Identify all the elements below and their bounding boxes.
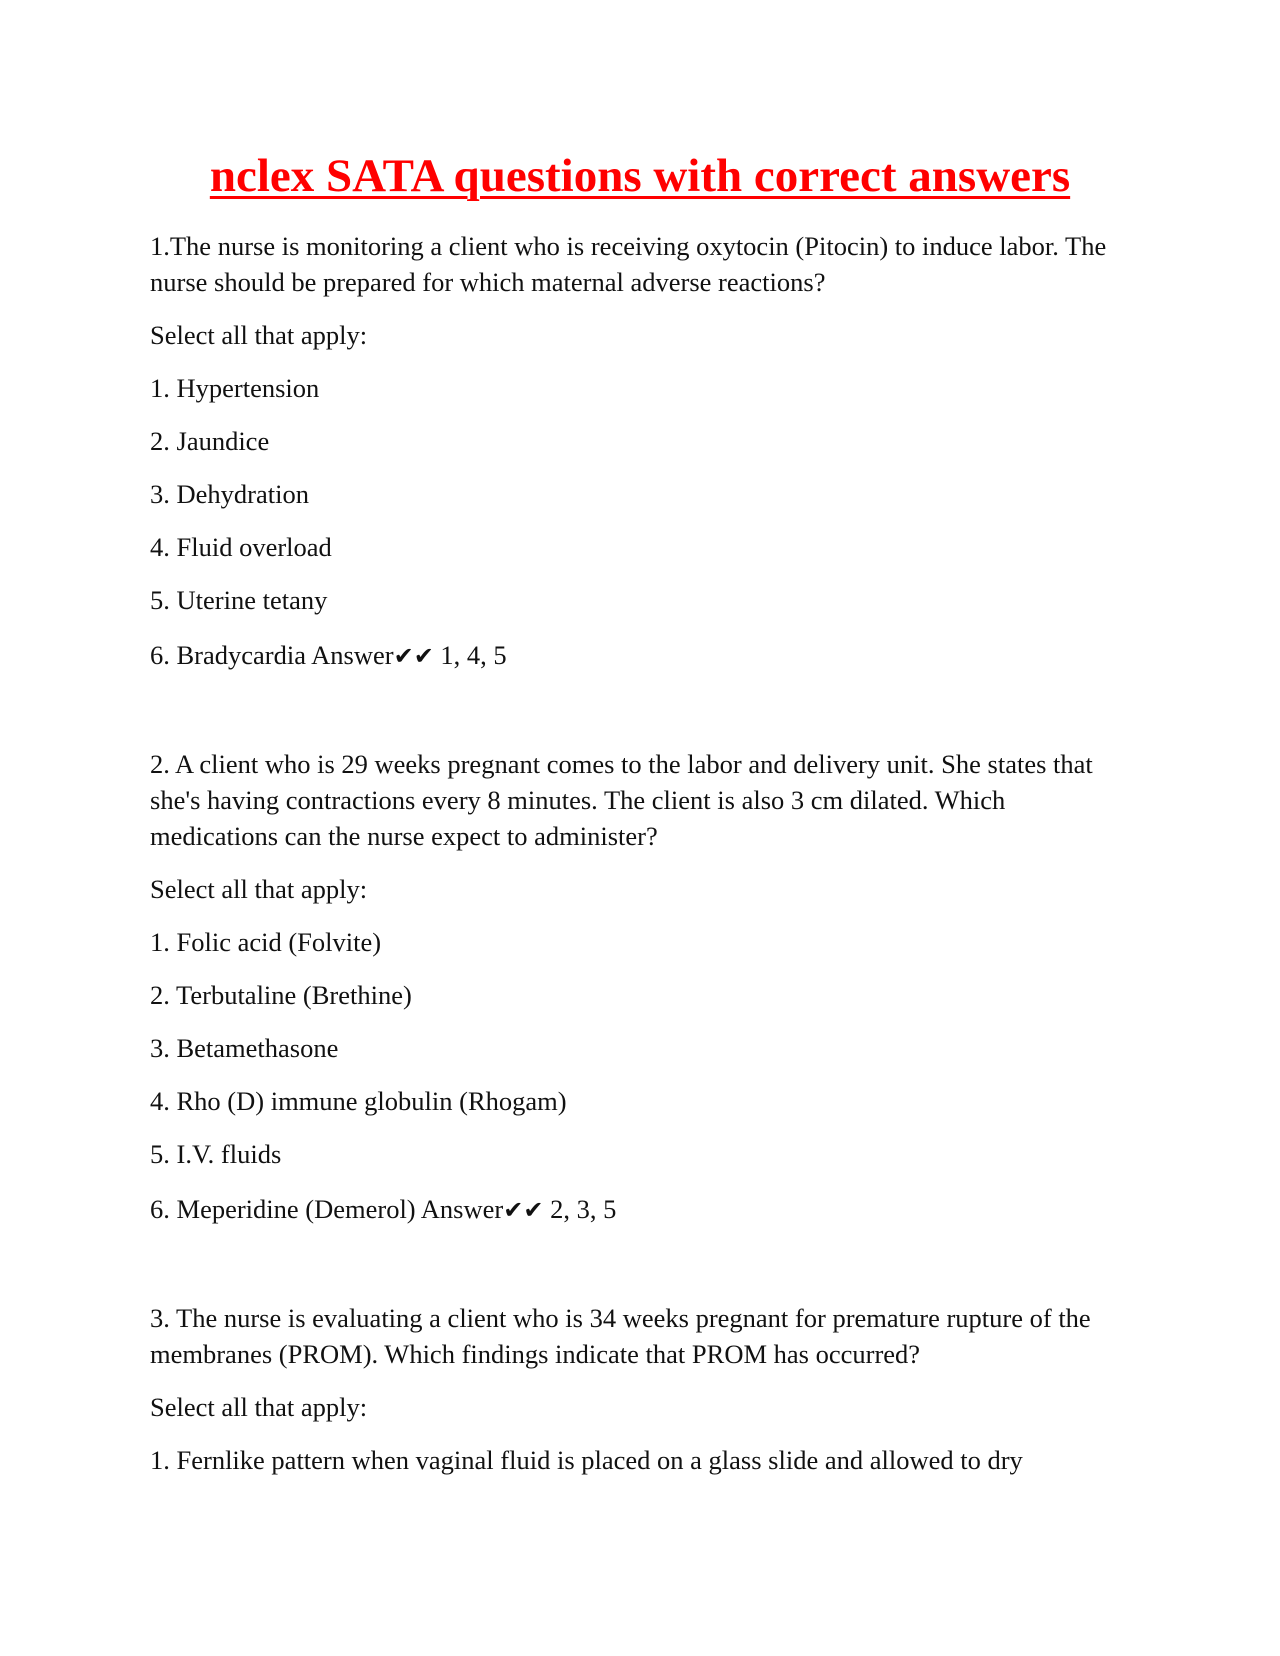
question-1-instruction: Select all that apply:: [150, 320, 368, 350]
question-1-option-2: 2. Jaundice: [150, 426, 270, 456]
question-spacer: [150, 693, 1135, 746]
question-2-option-3: 3. Betamethasone: [150, 1033, 339, 1063]
question-3-option-1: 1. Fernlike pattern when vaginal fluid is placed on a glass slide and allowed to dry: [150, 1445, 1023, 1475]
check-mark-icon: ✔✔: [503, 1196, 544, 1224]
check-mark-icon: ✔✔: [393, 642, 434, 670]
question-2-option-6: 6. Meperidine (Demerol) Answer: [150, 1194, 504, 1224]
question-1-option-5: 5. Uterine tetany: [150, 585, 328, 615]
document-title: nclex SATA questions with correct answers: [209, 150, 1071, 202]
question-1-answer: 1, 4, 5: [440, 640, 507, 670]
question-1-stem: 1.The nurse is monitoring a client who is receiving oxytocin (Pitocin) to induce labor. The nurse should be prepared for which maternal adverse reactions?: [150, 231, 1107, 297]
question-3-stem: 3. The nurse is evaluating a client who is 34 weeks pregnant for premature rupture of the membranes (PROM). Which findings indicate that PROM has occurred?: [150, 1303, 1091, 1369]
question-2-option-5: 5. I.V. fluids: [150, 1139, 282, 1169]
question-1-option-3: 3. Dehydration: [150, 479, 309, 509]
document-body: [150, 228, 1135, 1495]
question-2-option-4: 4. Rho (D) immune globulin (Rhogam): [150, 1086, 567, 1116]
question-2-option-2: 2. Terbutaline (Brethine): [150, 980, 412, 1010]
question-1-option-1: 1. Hypertension: [150, 373, 320, 403]
question-2-instruction: Select all that apply:: [150, 874, 368, 904]
question-2-stem: 2. A client who is 29 weeks pregnant comes to the labor and delivery unit. She states that she's having contractions every 8 minutes. The client is also 3 cm dilated. Which medications can the nurse expect to administer?: [150, 749, 1093, 851]
question-2-answer-line: [150, 1189, 1135, 1230]
question-1-option-4: 4. Fluid overload: [150, 532, 332, 562]
question-2-option-1: 1. Folic acid (Folvite): [150, 927, 382, 957]
question-1-option-6: 6. Bradycardia Answer: [150, 640, 394, 670]
question-3-instruction: Select all that apply:: [150, 1392, 368, 1422]
question-spacer: [150, 1247, 1135, 1300]
question-1-answer-line: [150, 635, 1135, 676]
question-2-answer: 2, 3, 5: [550, 1194, 617, 1224]
